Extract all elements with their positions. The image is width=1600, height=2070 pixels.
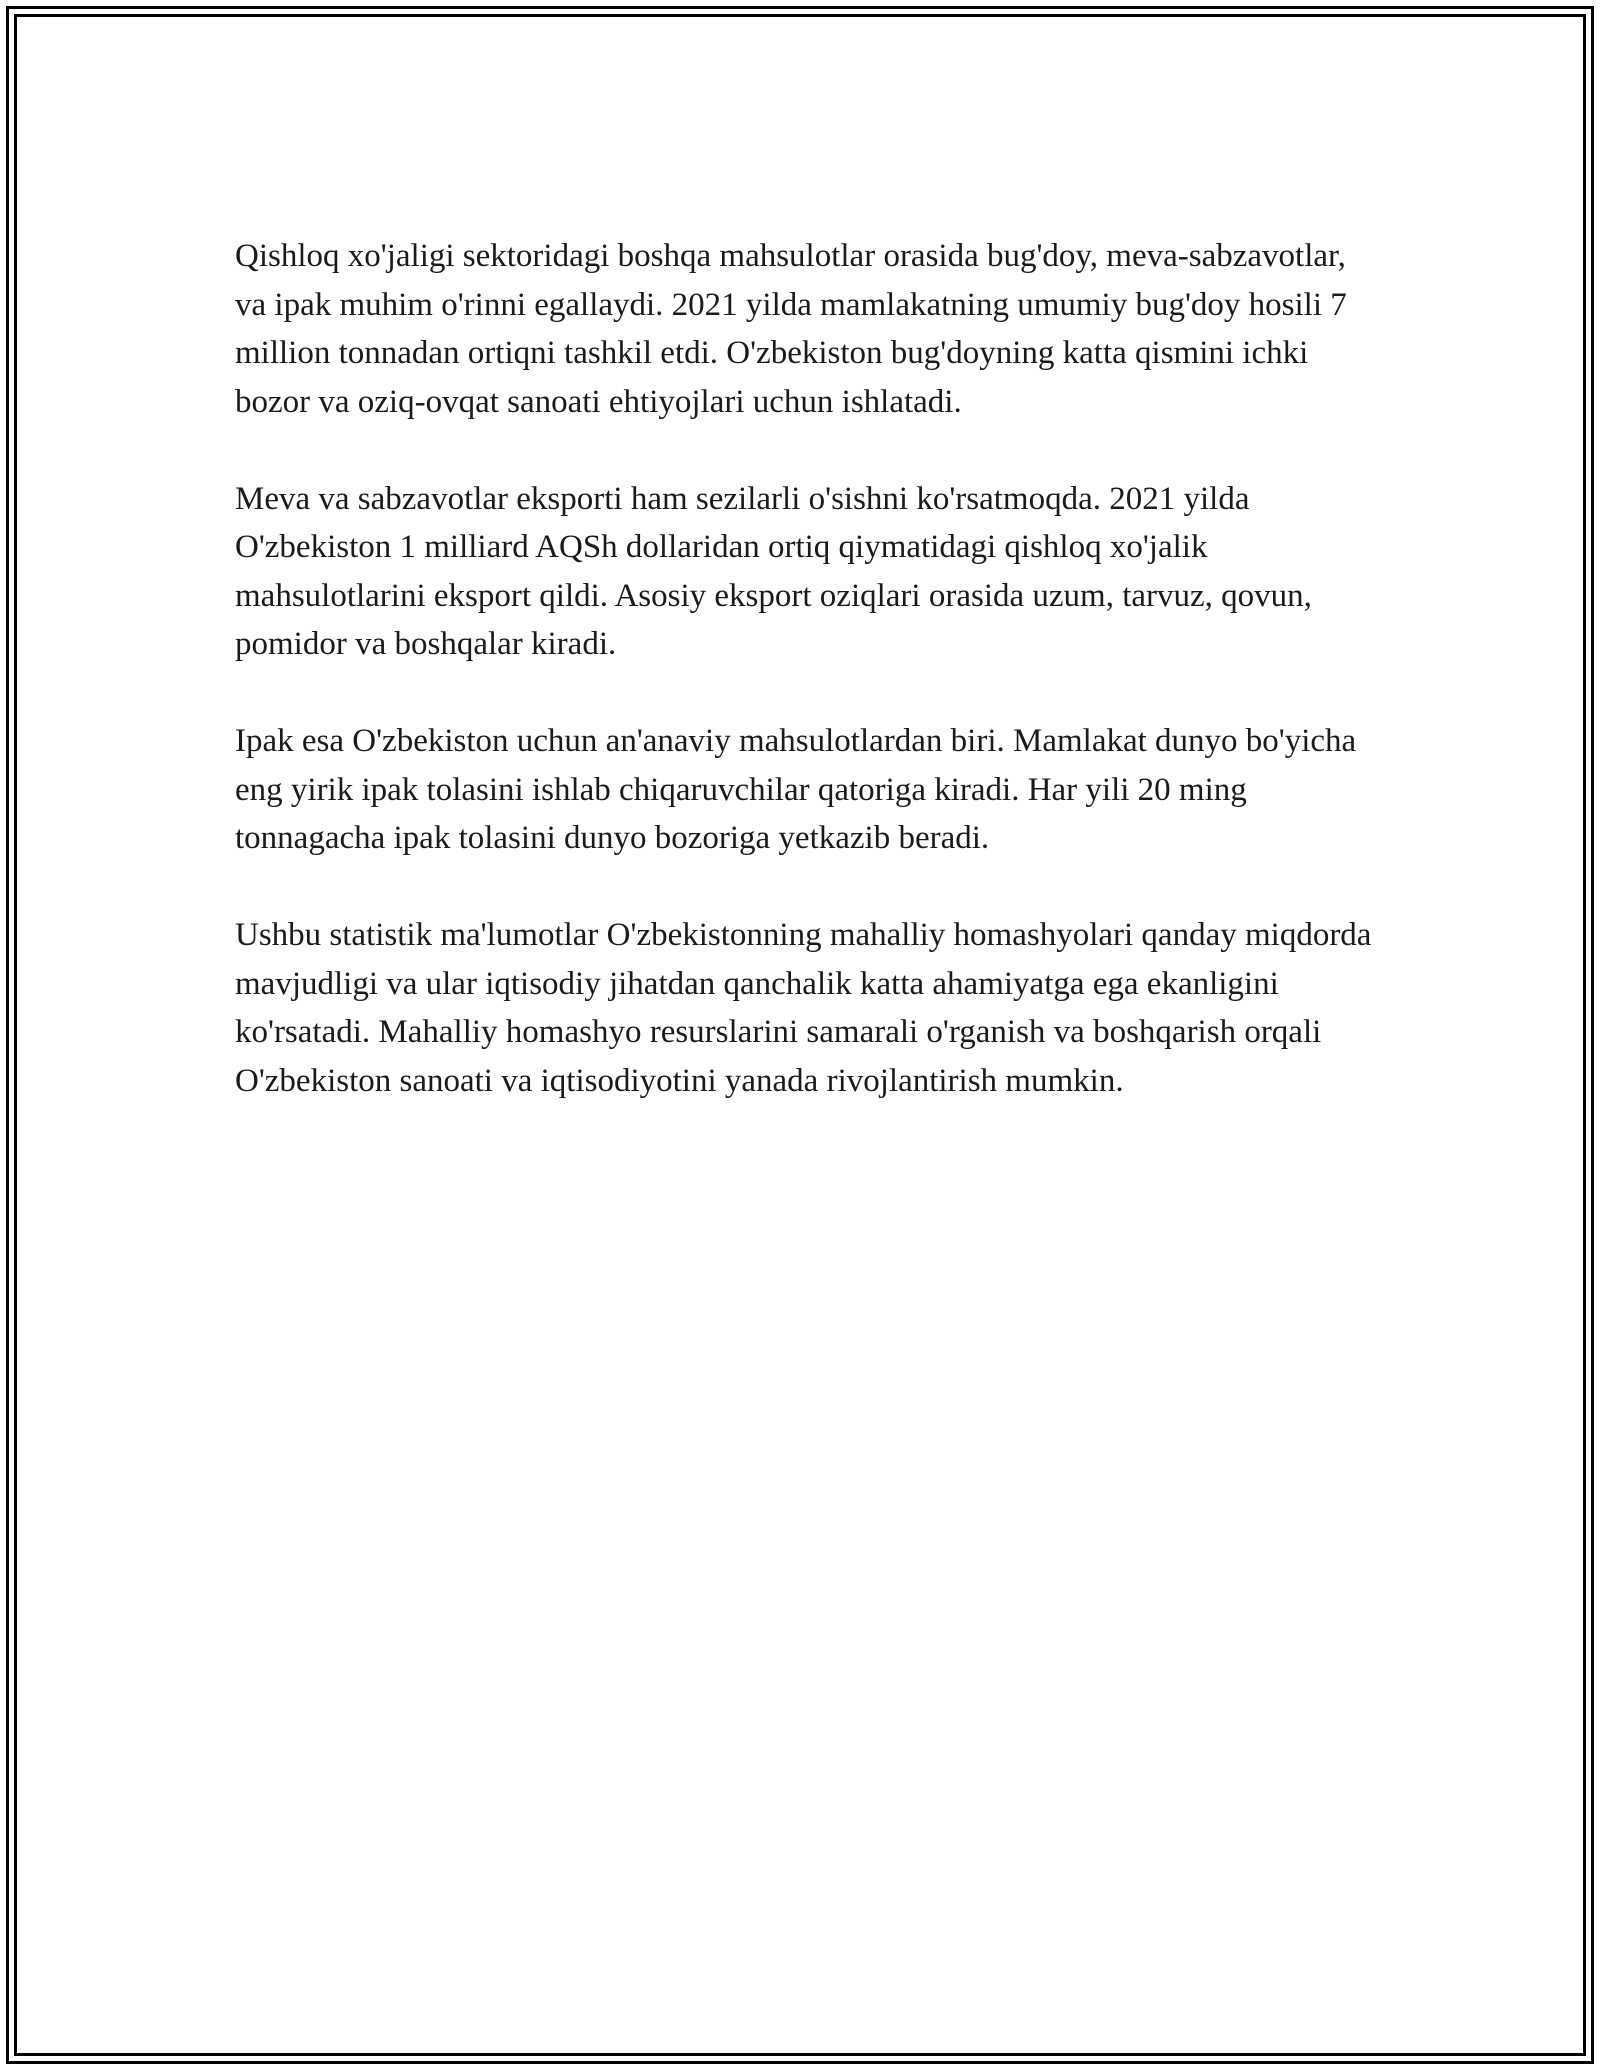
paragraph-fruit-vegetable-export: Meva va sabzavotlar eksporti ham sezilarli o'sishni ko'rsatmoqda. 2021 yilda O'zbekiston 1 milliard AQSh dollaridan ortiq qiymatidagi qishloq xo'jalik mahsulotlarini eksport qildi. Asosiy eksport oziqlari orasida uzum, tarvuz, qovun, pomidor va boshqalar kiradi. xyxy=(235,480,1312,662)
paragraph-silk: Ipak esa O'zbekiston uchun an'anaviy mahsulotlardan biri. Mamlakat dunyo bo'yicha eng yirik ipak tolasini ishlab chiqaruvchilar qatoriga kiradi. Har yili 20 ming tonnagacha ipak tolasini dunyo bozoriga yetkazib beradi. xyxy=(235,723,1357,856)
paragraph-conclusion: Ushbu statistik ma'lumotlar O'zbekistonning mahalliy homashyolari qanday miqdorda mavjudligi va ular iqtisodiy jihatdan qanchalik katta ahamiyatga ega ekanligini ko'rsatadi. Mahalliy homashyo resurslarini samarali o'rganish va boshqarish orqali O'zbekiston sanoati va iqtisodiyotini yanada rivojlantirish mumkin. xyxy=(235,917,1372,1099)
document-body xyxy=(235,232,1375,1154)
paragraph-wheat: Qishloq xo'jaligi sektoridagi boshqa mahsulotlar orasida bug'doy, meva-sabzavotlar, va ipak muhim o'rinni egallaydi. 2021 yilda mamlakatning umumiy bug'doy hosili 7 million tonnadan ortiqni tashkil etdi. O'zbekiston bug'doyning katta qismini ichki bozor va oziq-ovqat sanoati ehtiyojlari uchun ishlatadi. xyxy=(235,238,1347,420)
